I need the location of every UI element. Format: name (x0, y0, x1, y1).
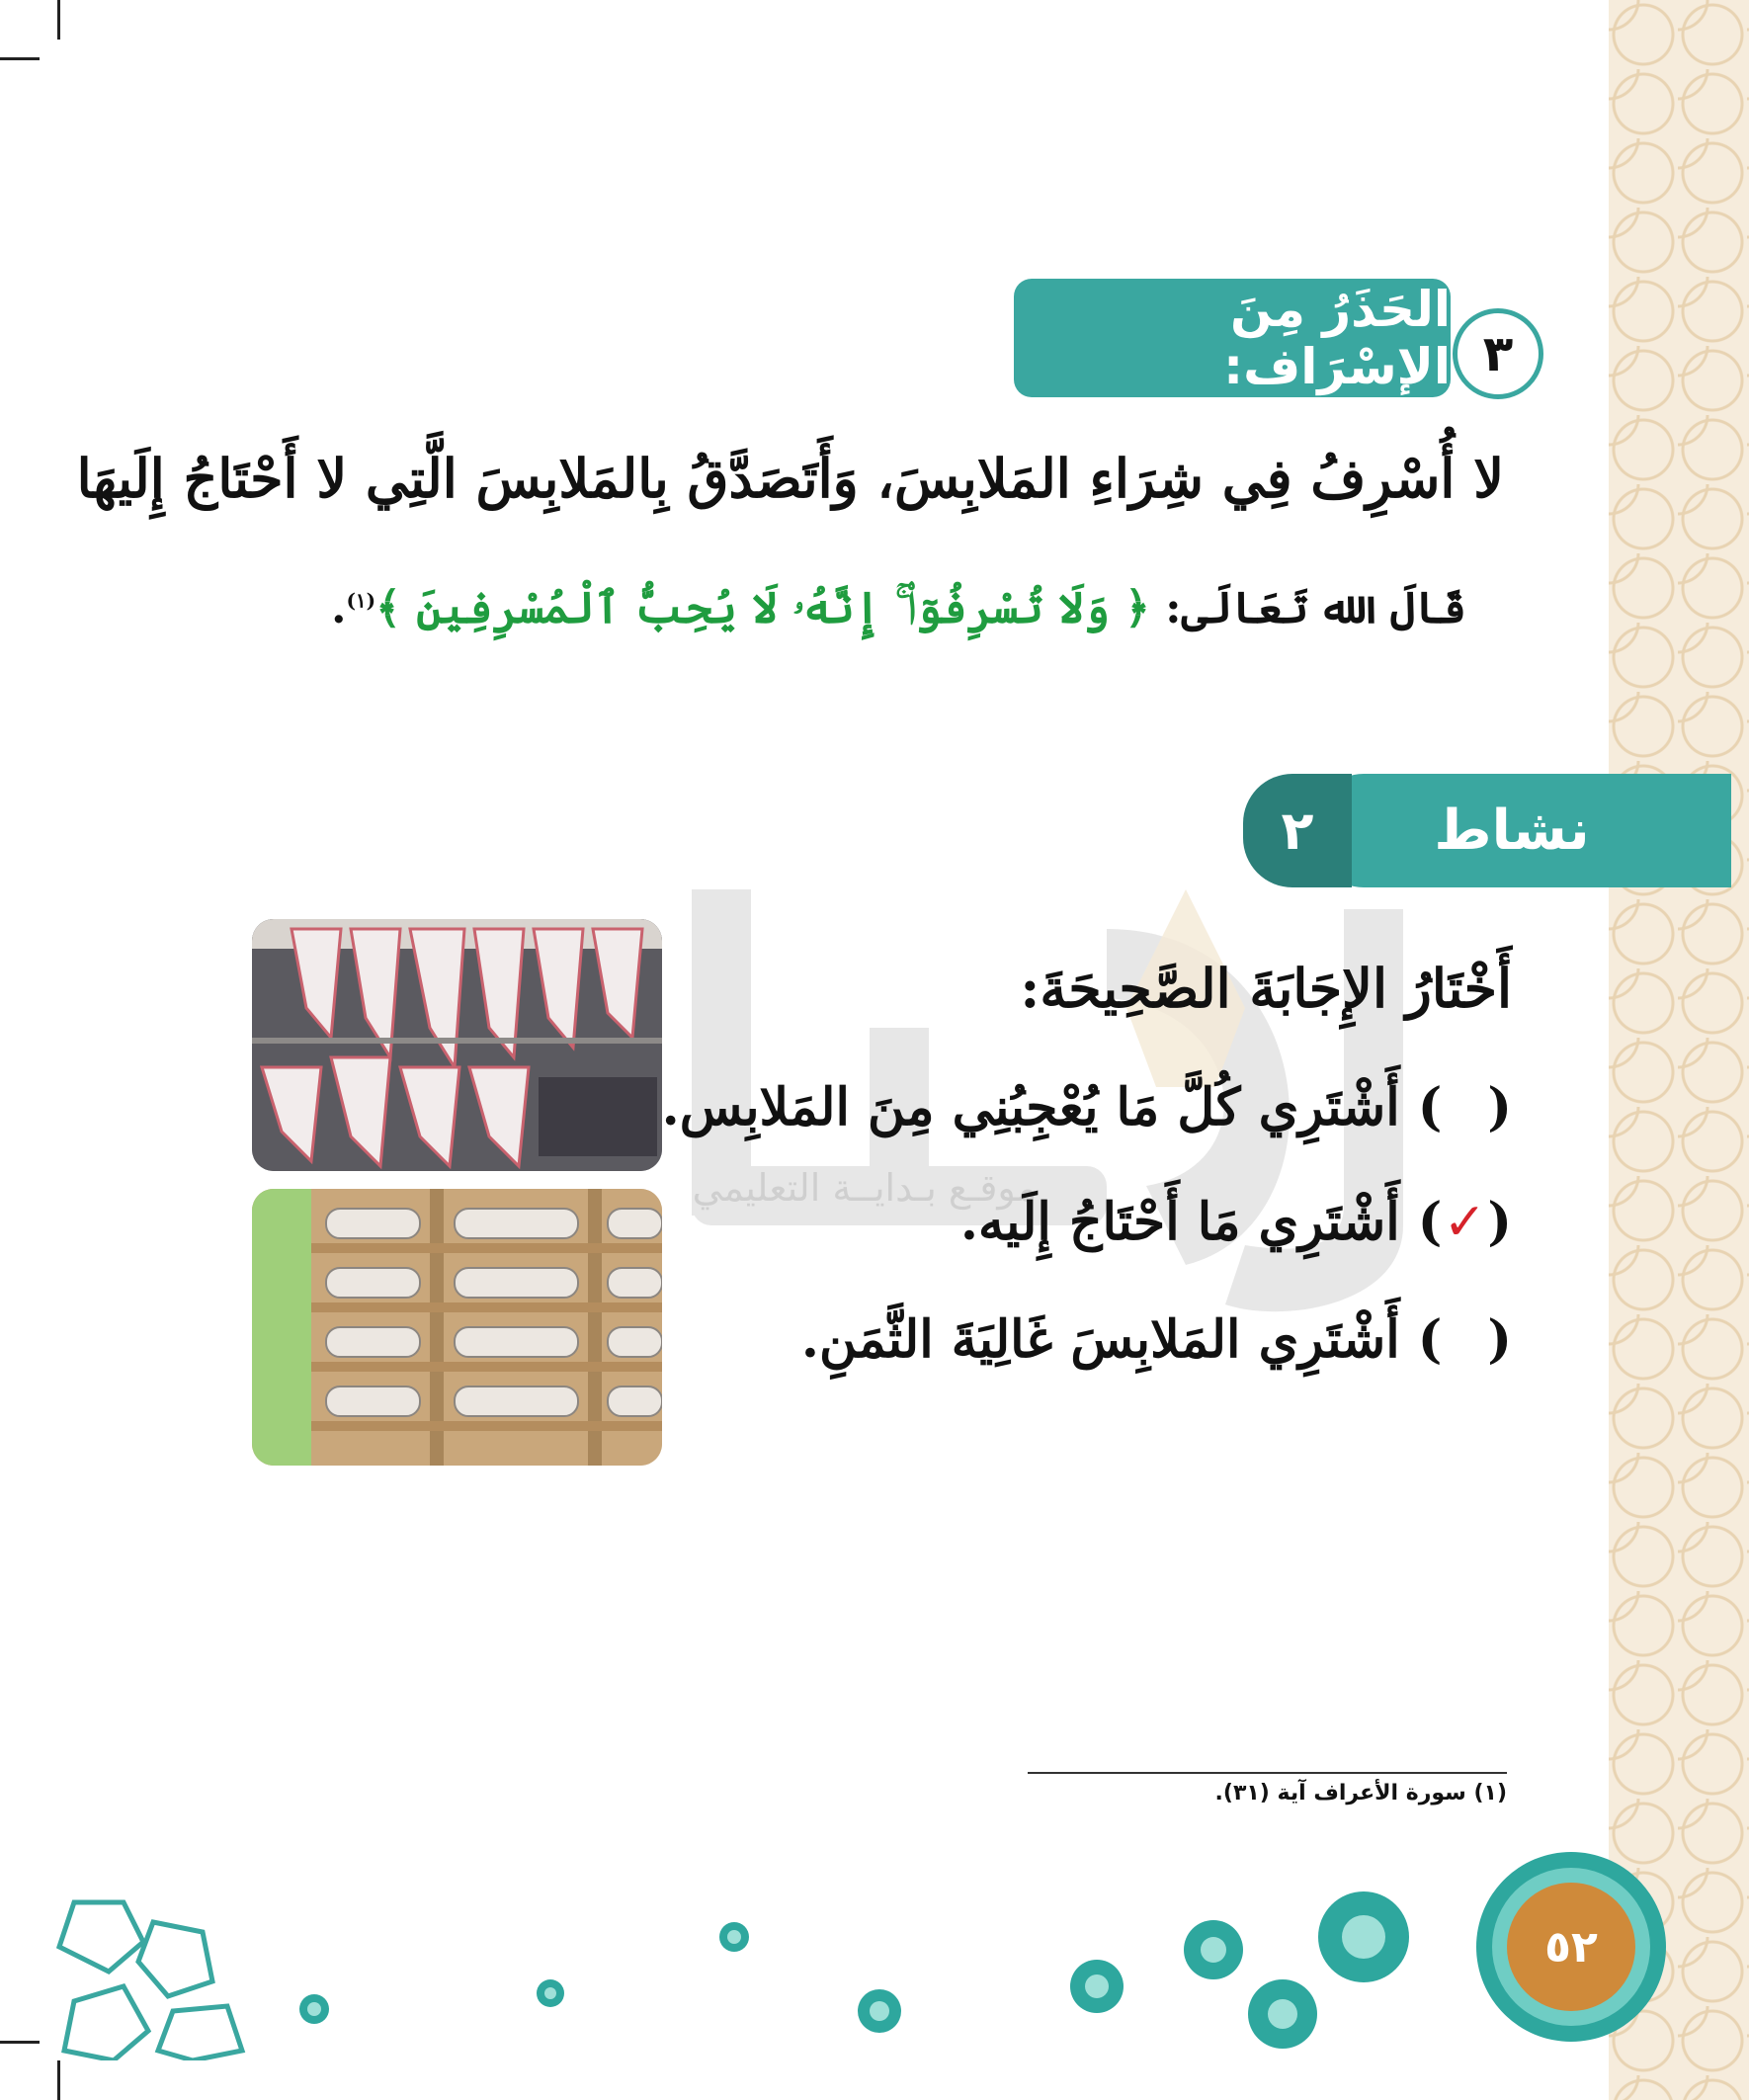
section-number: ٣ (1453, 308, 1543, 399)
footnote: (١) سورة الأعراف آية (٣١). (1214, 1781, 1507, 1806)
answer-option[interactable] (623, 1309, 1512, 1370)
answer-text: أَشْتَرِي مَا أَحْتَاجُ إِلَيه. (959, 1192, 1400, 1252)
paren-open: ( (1487, 1192, 1512, 1252)
crop-mark (0, 57, 40, 60)
footnote-divider (1028, 1772, 1507, 1774)
flower-ornament (296, 1991, 332, 2027)
section-title-text: الحَذَرُ مِنَ الإسْرَاف: (1223, 281, 1451, 395)
verse-end: . (331, 583, 347, 633)
flower-ornament (716, 1919, 752, 1955)
flower-ornament (1181, 1917, 1246, 1982)
crop-mark (57, 2060, 60, 2100)
answer-option[interactable] (623, 1192, 1512, 1252)
section-title (1014, 279, 1451, 397)
activity-number: ٢ (1243, 774, 1352, 887)
verse-intro: قَالَ الله تَعَالَى: (1165, 583, 1466, 633)
geometric-ornament (54, 1892, 252, 2060)
check-mark-icon[interactable]: ✓ (1443, 1193, 1487, 1252)
flower-ornament (855, 1986, 904, 2036)
paren-close: ) (1417, 1192, 1443, 1252)
decorative-pattern-strip (1609, 0, 1749, 2100)
paren-open: ( (1487, 1077, 1512, 1137)
crop-mark (0, 2041, 40, 2044)
activity-label: نشاط (1434, 798, 1590, 863)
answer-option[interactable] (623, 1077, 1512, 1137)
activity-question: أَخْتَارُ الإِجَابَةَ الصَّحِيحَةَ: (1020, 957, 1512, 1020)
flower-ornament (1067, 1957, 1126, 2016)
shop-thobe-rolls-photo (252, 1189, 662, 1466)
paren-close: ) (1417, 1077, 1443, 1137)
paren-close: ) (1417, 1309, 1443, 1370)
watermark-text: موقـع بـدايــة التعليمي (692, 1166, 1038, 1210)
quran-verse: ﴿ وَلَا تُسْرِفُوٓا۟ ۚ إِنَّهُۥ لَا يُحِبُّ ٱلْمُسْرِفِينَ ﴾ (375, 583, 1150, 633)
flower-ornament (1314, 1888, 1413, 1986)
footnote-ref: (١) (346, 588, 376, 613)
verse-line (331, 583, 1466, 633)
page-number: ٥٢ (1507, 1883, 1635, 2011)
answer-text: أَشْتَرِي كُلَّ مَا يُعْجِبُنِي مِنَ المَلابِس. (661, 1077, 1400, 1137)
shop-shemagh-photo (252, 919, 662, 1171)
crop-mark (57, 0, 60, 40)
paren-open: ( (1487, 1309, 1512, 1370)
answer-text: أَشْتَرِي المَلابِسَ غَالِيَةَ الثَّمَنِ. (800, 1309, 1400, 1370)
flower-ornament (1245, 1976, 1320, 2052)
lesson-text: لا أُسْرِفُ فِي شِرَاءِ المَلابِسَ، وَأَتَصَدَّقُ بِالمَلابِسَ الَّتِي لا أَحْتَاجُ إِلَيهَا (76, 447, 1504, 510)
flower-ornament (534, 1976, 567, 2010)
